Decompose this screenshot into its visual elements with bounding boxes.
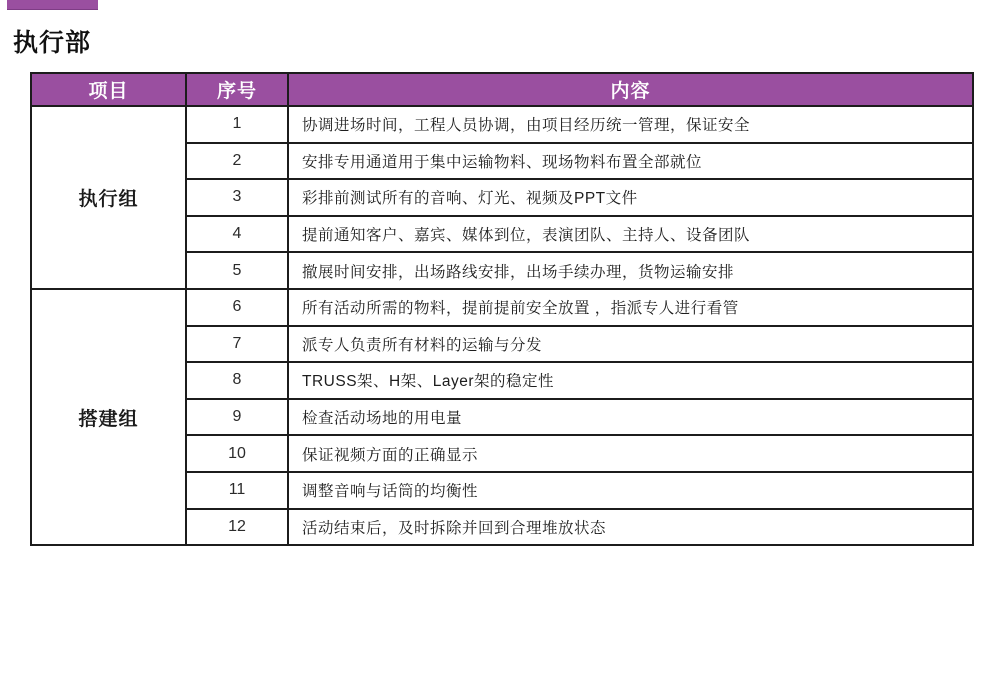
table-row: [31, 106, 973, 143]
row-content-cell: 协调进场时间，工程人员协调，由项目经历统一管理，保证安全: [288, 106, 973, 143]
row-content-cell: 安排专用通道用于集中运输物料、现场物料布置全部就位: [288, 143, 973, 180]
row-number-cell: 2: [186, 143, 288, 180]
table-row: [31, 289, 973, 326]
row-content-cell: 活动结束后，及时拆除并回到合理堆放状态: [288, 509, 973, 546]
row-content-cell: 所有活动所需的物料，提前提前安全放置 ，指派专人进行看管: [288, 289, 973, 326]
row-number-cell: 1: [186, 106, 288, 143]
row-number-cell: 5: [186, 252, 288, 289]
row-content-cell: 调整音响与话筒的均衡性: [288, 472, 973, 509]
row-content-cell: 派专人负责所有材料的运输与分发: [288, 326, 973, 363]
row-number-cell: 9: [186, 399, 288, 436]
accent-bar: [7, 0, 98, 10]
col-header-number: 序号: [186, 73, 288, 106]
row-number-cell: 4: [186, 216, 288, 253]
row-content-cell: TRUSS架、H架、Layer架的稳定性: [288, 362, 973, 399]
department-table-container: [30, 72, 972, 546]
header-row: [31, 73, 973, 106]
row-number-cell: 10: [186, 435, 288, 472]
row-content-cell: 保证视频方面的正确显示: [288, 435, 973, 472]
page-title: 执行部: [13, 29, 92, 57]
row-content-cell: 撤展时间安排，出场路线安排，出场手续办理，货物运输安排: [288, 252, 973, 289]
row-number-cell: 8: [186, 362, 288, 399]
row-number-cell: 12: [186, 509, 288, 546]
col-header-content: 内容: [288, 73, 973, 106]
col-header-project: 项目: [31, 73, 186, 106]
row-number-cell: 3: [186, 179, 288, 216]
group-cell: 搭建组: [31, 289, 186, 545]
row-number-cell: 7: [186, 326, 288, 363]
row-number-cell: 11: [186, 472, 288, 509]
department-table: [30, 72, 974, 546]
row-content-cell: 彩排前测试所有的音响、灯光、视频及PPT文件: [288, 179, 973, 216]
group-cell: 执行组: [31, 106, 186, 289]
row-content-cell: 检查活动场地的用电量: [288, 399, 973, 436]
row-number-cell: 6: [186, 289, 288, 326]
row-content-cell: 提前通知客户、嘉宾、媒体到位，表演团队、主持人、设备团队: [288, 216, 973, 253]
